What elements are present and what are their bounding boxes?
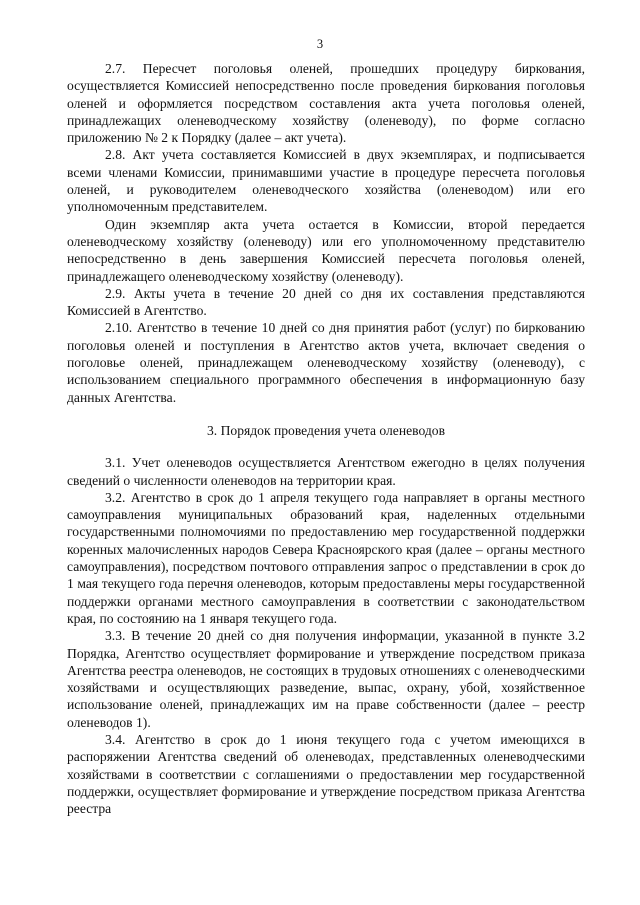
paragraph-3-3: 3.3. В течение 20 дней со дня получения информации, указанной в пункте 3.2 Порядка, Агентство осуществляет формирование и утверждение посредством приказа Агентства реестра оленеводов, не состоящих в трудовых отношениях с оленеводческими хозяйствами и осуществляющих разведение, выпас, охрану, убой, хозяйственное использование оленей, принадлежащих им на праве собственности (далее – реестр оленеводов 1).	[67, 628, 585, 730]
paragraph-2-8-copies: Один экземпляр акта учета остается в Комиссии, второй передается оленеводческому хозяйству (оленеводу) или его уполномоченному представителю непосредственно в день завершения Комиссией пересчета поголовья оленей, принадлежащего оленеводческому хозяйству (оленеводу).	[67, 216, 585, 284]
paragraph-3-4: 3.4. Агентство в срок до 1 июня текущего года с учетом имеющихся в распоряжении Агентства сведений об оленеводах, представленных оленеводческими хозяйствами в соответствии с соглашениями о предоставлении мер государственной поддержки, осуществляет формирование и утверждение посредством приказа Агентства реестра	[67, 731, 585, 817]
paragraph-3-2: 3.2. Агентство в срок до 1 апреля текущего года направляет в органы местного самоуправления муниципальных образований края, наделенных отдельными государственными полномочиями по предоставлению мер государственной поддержки коренных малочисленных народов Севера Красноярского края (далее – органы местного самоуправления), посредством почтового отправления запрос о представлении в срок до 1 мая текущего года перечня оленеводов, которым предоставлены меры государственной поддержки органами местного самоуправления в соответствии с законодательством края, по состоянию на 1 января текущего года.	[67, 489, 585, 626]
paragraph-2-9: 2.9. Акты учета в течение 20 дней со дня их составления представляются Комиссией в Агентство.	[67, 285, 585, 319]
paragraph-2-8: 2.8. Акт учета составляется Комиссией в двух экземплярах, и подписывается всеми членами Комиссии, принимавшими участие в процедуре пересчета поголовья оленей, и руководителем оленеводческого хозяйства (оленеводом) или его уполномоченным представителем.	[67, 147, 585, 215]
paragraph-3-1: 3.1. Учет оленеводов осуществляется Агентством ежегодно в целях получения сведений о численности оленеводов на территории края.	[67, 455, 585, 488]
document-body	[67, 60, 585, 817]
paragraph-2-10: 2.10. Агентство в течение 10 дней со дня принятия работ (услуг) по биркованию поголовья оленей и поступления в Агентство актов учета, включает сведения о поголовье оленей, принадлежащем оленеводческому хозяйству (оленеводу), с использованием специального программного обеспечения в информационную базу данных Агентства.	[67, 320, 585, 405]
paragraph-2-7: 2.7. Пересчет поголовья оленей, прошедших процедуру биркования, осуществляется Комиссией непосредственно после проведения биркования поголовья оленей и оформляется посредством составления акта учета поголовья оленей, принадлежащих оленеводческому хозяйству (оленеводу), по форме согласно приложению № 2 к Порядку (далее – акт учета).	[67, 61, 585, 146]
section-title: 3. Порядок проведения учета оленеводов	[207, 422, 445, 438]
page-number: 3	[316, 37, 324, 51]
